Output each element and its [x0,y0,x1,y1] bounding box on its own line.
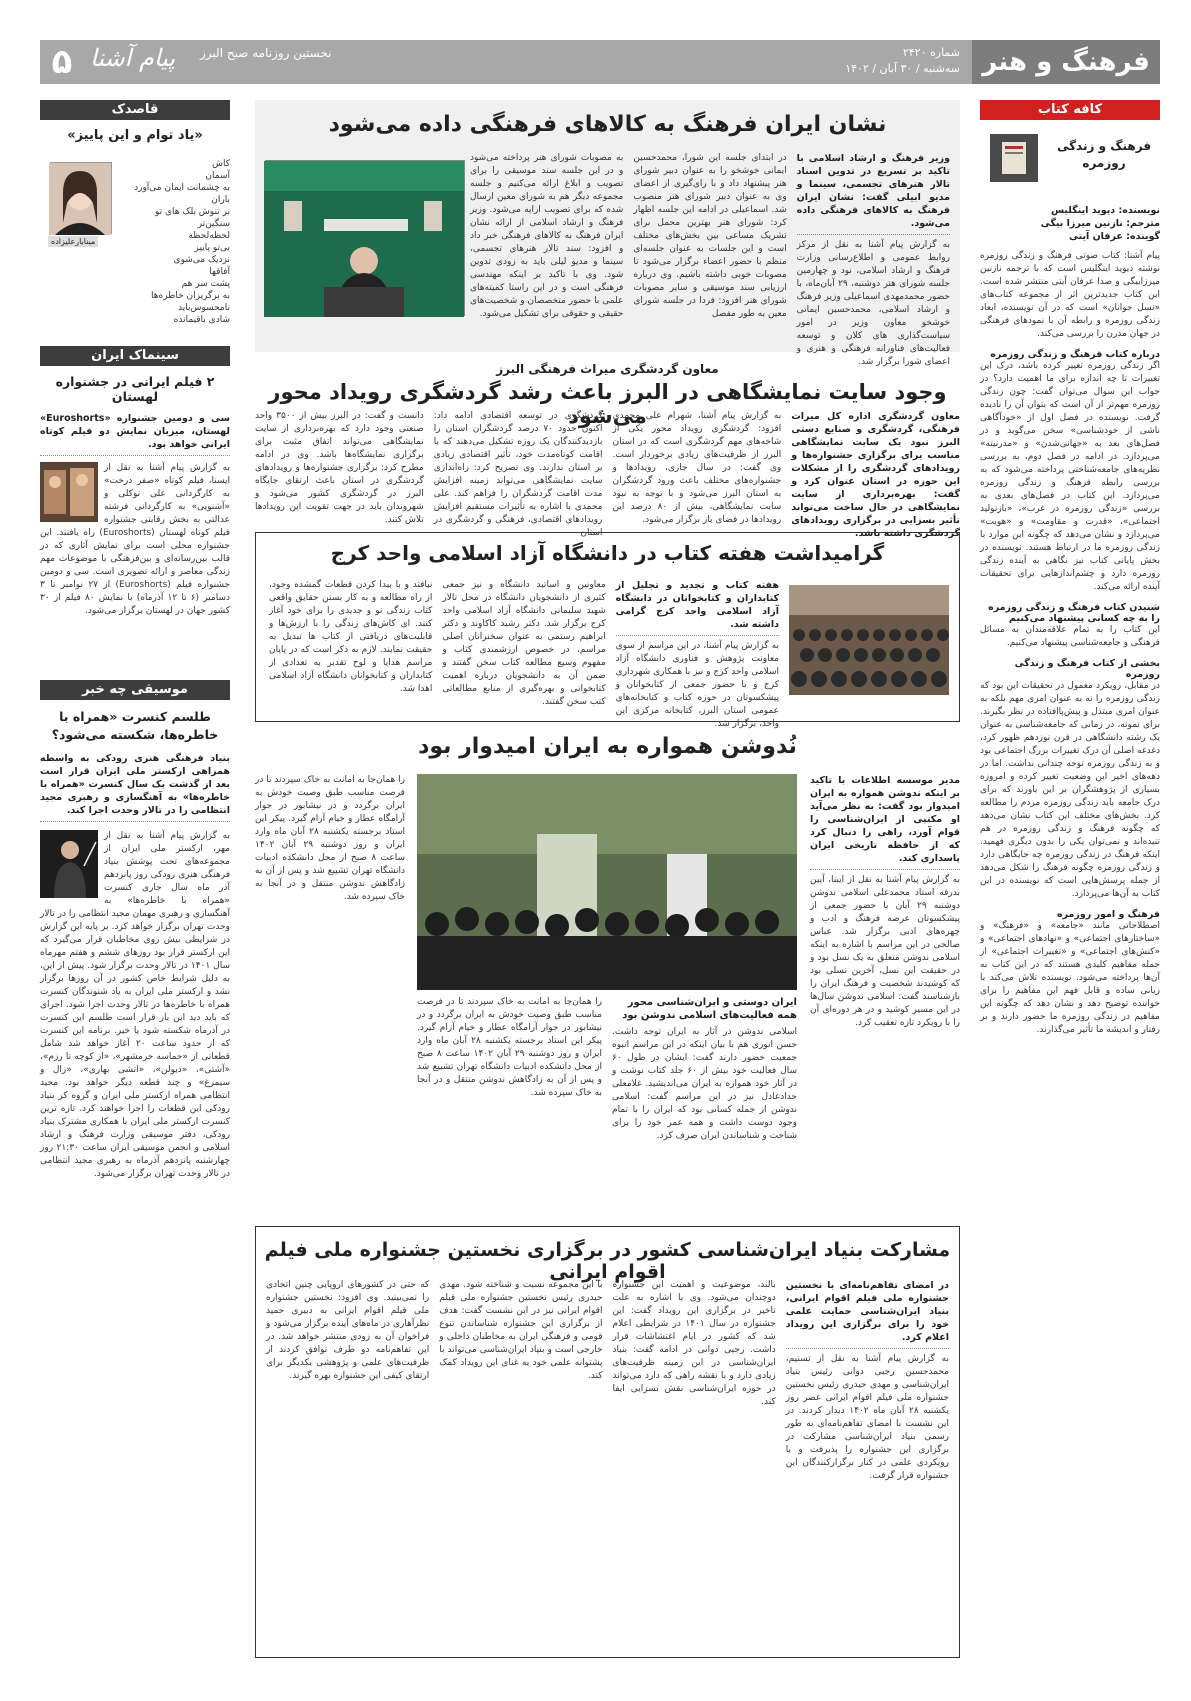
article-2-kicker: معاون گردشگری میراث فرهنگی البرز [496,362,719,376]
book-title: فرهنگ و زندگی روزمره [1056,139,1152,170]
article-1-lead: وزیر فرهنگ و ارشاد اسلامی با تاکید بر تسریع در تدوین اسناد تالار هنرهای تجسمی، سینما و مدیو ابیلی گفت: نشان ایران فرهنگ به کالاهای فرهنگی داده می‌شود. [797,152,950,235]
music-photo [40,830,98,898]
article-3-text-1: به گزارش پیام آشنا، در این مراسم از سوی معاونت پژوهش و فناوری دانشگاه آزاد اسلامی واحد کرج و نیز با همکاری شهرداری کرج و با حضور جمعی از کتابخوانان و پیشکسوتان در حوزه کتاب و کتابخانه‌های عمومی استان البرز، کتابخانه مرکزی این واحد، برگزار شد. [615,641,779,729]
audience-hall-icon [789,585,949,695]
book-body-5: اصطلاحاتی مانند «جامعه» و «فرهنگ» و «ساختارهای اجتماعی» و «نهادهای اجتماعی» و «کنش‌های اجتماعی» و «تغییرات اجتماعی» از جمله مفاهیم کلیدی هستند که در این کتاب به آن‌ها پرداخته می‌شود. نویسنده تلاش می‌کند با زبانی ساده و قابل فهم این مفاهیم را برای خواننده توضیح دهد و نشان دهد که چگونه این مفاهیم در زندگی روزمره ما حضور دارند و بر رفتار و اندیشه ما تأثیر می‌گذارند. [980,921,1160,1035]
article-4-lead: مدیر موسسه اطلاعات با تاکید بر اینکه ندوشن همواره به ایران امیدوار بود گفت: به نظر می‌آید او مکتبی از ایران‌شناسی را قوام آورد، راهی را دنبال کرد که از حافظه تاریخی ایران پاسداری کند. [810,774,960,870]
book-body-4: در مقابل، رویکرد معمول در تحقیقات این بود که زندگی روزمره را نه به عنوان امری مهم بلکه به عنوان امری مبتذل و پیش‌پاافتاده در نظر بگیرند. برای نمونه، در زمانی که جامعه‌شناسی به عنوان یک رشته دانشگاهی در قرن نوزدهم ظهور کرد، دغدغه اصلی آن درک تغییرات بزرگ اجتماعی بود و به زندگی روزمره توجه چندانی نداشت. اما در دهه‌های اخیر این وضعیت تغییر کرده و امروزه بسیاری از پژوهشگران بر این باورند که برای درک جامعه باید زندگی روزمره مردم را مطالعه کرد. بخش‌های مختلف این کتاب نشان می‌دهد که چگونه فرهنگ و زندگی روزمره در هم تنیده‌اند و نمی‌توان یکی را بدون دیگری فهمید. اینکه فرهنگ در زندگی روزمره چه جایگاهی دارد و زندگی روزمره چگونه فرهنگ را شکل می‌دهد از جمله پرسش‌هایی است که نویسنده در این کتاب به آن‌ها می‌پردازد. [980,681,1160,899]
article-2-lead: معاون گردشگری اداره کل میراث فرهنگی، گردشگری و صنایع دستی البرز نبود یک سایت نمایشگاهی مناسب برای برگزاری جشنواره‌ها و رویدادهای گردشگری را از مشکلات این حوزه در استان عنوان کرد و گفت: بهره‌برداری از سایت نمایشگاهی در حال ساخت می‌تواند تأثیر بسزایی در برگزاری رویدادهای گردشگری داشته باشد. [791,411,960,539]
left-column [40,100,230,1660]
book-cafe-label: کافه کتاب [980,100,1160,120]
book-narrator: گوینده: عرفان آیتی [1068,231,1160,242]
article-1-columns [470,152,950,367]
poem-line: کاش [211,159,230,169]
book-cover [990,134,1038,182]
article-2-columns [255,410,960,539]
page-number: ۵ [51,42,73,82]
book-author: نویسنده: دیوید اینگلیس [1050,205,1160,216]
article-5-text-4: که حتی در کشورهای اروپایی چنین اتحادی را نمی‌بینید. وی افزود: نخستین جشنواره ملی فیلم اقوام ایرانی به دبیری حمید نظرآهاری در ماه‌های آینده برگزار می‌شود و فراخوان آن به زودی منتشر خواهد شد. در این تفاهم‌نامه دو طرف توافق کردند از ظرفیت‌های علمی و پژوهشی یکدیگر برای ارتقای کیفی این جشنواره بهره گیرند. [266,1280,430,1381]
article-4-text-4: را همان‌جا به امانت به خاک سپردند تا در فرصت مناسب طبق وصیت خودش به ایران برگردد و در نیشابور در جوار آرامگاه عطار و خیام آرام گیرد. پیکر این استاد برجسته یکشنبه ۲۸ آبان ماه وارد ایران و روز دوشنبه ۲۹ آبان ۱۴۰۲ ساعت ۸ صبح از محل دانشکده ادبیات دانشگاه تهران تشییع شد و پس از آن به زادگاهش ندوشن منتقل و در آنجا به خاک سپرده شد. [255,775,405,902]
film-still-icon [40,462,98,522]
music-lead: بنیاد فرهنگی هنری رودکی به واسطه همراهی ارکستر ملی ایران قرار است بعد از گذشت یک سال کنسرت «همراه با خاطره‌ها» به آهنگسازی و رهبری مجید انتظامی را در تالار وحدت اجرا کند. [40,752,230,822]
article-4-col-2 [612,996,797,1214]
article-3-photo [789,585,949,695]
book-subhead-3: بخشی از کتاب فرهنگ و زندگی روزمره [1014,658,1160,680]
poem-line: به برگریزان خاطره‌ها [151,291,230,301]
poem-line: آفاقها [209,267,230,277]
poem-lines [120,158,230,326]
book-intro: پیام آشنا: کتاب صوتی فرهنگ و زندگی روزمره نوشته دیوید اینگلیس است که با ترجمه نازنین میرزابیگی و صدا عرفان آیتی منتشر شده است. این کتاب جدیدترین اثر از مجموعه کتاب‌های «نسل جوانان» است که در آن نویسنده، ابعاد زندگی روزمره و رابطه آن با نمودهای فرهنگی در جهان مدرن را بررسی می‌کند. [980,251,1160,339]
poem-line: بر تنوش بلک های تو [155,207,230,217]
article-5 [255,1226,960,1658]
article-3-col-1 [615,579,779,729]
article-4-title: نُدوشن همواره به ایران امیدوار بود [418,734,797,759]
book-header [980,130,1160,200]
poem-line: شادی باقیمانده [173,315,230,325]
article-5-text-2: بالند، موضوعیت و اهمیت این جشنواره دوچندان می‌شود. وی با اشاره به علت تاخیر در برگزاری این رویداد گفت: این جشنواره در سال ۱۴۰۱ در شرایطی اعلام شد که کشور در ایام اغتشاشات قرار داشت. رجبی دوانی در ادامه گفت: بنیاد ایران‌شناسی در این زمینه ظرفیت‌های زیادی دارد و با نقشه راهی که دارد می‌تواند در حوزه ایران‌شناسی نقش بسزایی ایفا کند. [612,1280,776,1407]
article-1-photo [265,160,465,316]
poem-line: باران [211,195,230,205]
music-box [40,680,230,1660]
article-4-text-1: به گزارش پیام آشنا به نقل از ایبنا، آیین بدرقه استاد محمدعلی اسلامی ندوشن دوشنبه ۲۹ آبان با حضور جمعی از پیشکسوتان عرصه فرهنگ و ادب و چهره‌های ادبی برگزار شد. عباس صالحی در این مراسم با اشاره به اینکه اسلامی ندوشن متعلق به یک نسل بود و در حقیقت این نسل، آخرین نسلی بود که کوشیدند شخصیت و فرهنگ ایران را بازشناسند گفت: اسلامی ندوشن سال‌ها در این مسیر کوشید و در هر دوره‌ای آن را با رویکرد تازه تعقیب کرد. [810,875,960,1028]
issue-info [845,45,960,77]
book-subhead-2: شنیدن کتاب فرهنگ و زندگی روزمره را به چه کسانی پیشنهاد می‌کنیم [988,602,1160,624]
press-conference-icon [264,161,464,317]
article-1-title: نشان ایران فرهنگ به کالاهای فرهنگی داده می‌شود [328,112,887,137]
book-subhead-1: درباره کتاب فرهنگ و زندگی روزمره [990,349,1160,360]
article-1-text-2: در ابتدای جلسه این شورا، محمدحسین ایمانی خوشخو را به عنوان دبیر شورای هنر پیشنهاد داد و با رای‌گیری از اعضای وی به عنوان دبیر شورای هنر منصوب شد. اسماعیلی در ادامه این جلسه اظهار کرد: شورای هنر بهترین محمل برای تشریک مساعی بین بخش‌های مختلف است و این جلسات به عنوان جلسه‌ای منظم با حضور اعضاء برگزار می‌شود تا مصوبات خوبی داشته باشیم. وی درباره ارزیابی سند موسیقی و سایر مصوبات شورای هنر افزود: فردا در جلسه شورای معین به طور مفصل [633,153,787,319]
cinema-label: سینماک ایران [40,346,230,366]
poem-line: به چشمانت ایمان می‌آورد [134,183,230,193]
book-cover-icon [990,134,1038,182]
article-2-text-3: دانست و گفت: در البرز بیش از ۳۵۰۰ واحد صنعتی وجود دارد که بهره‌برداری از سایت نمایشگاهی می‌تواند اتفاق مثبت برای برگزاری نمایشگاه‌ها باشد. وی در ادامه مطرح کرد: برگزاری جشنواره‌ها و رویدادهای گردشگری در استان باعث ارتقای جایگاه البرز در گردشگری کشور می‌شود و شهروندان باید در جهت تقویت این رویدادها تلاش کنند. [255,411,424,525]
article-3-text-2: معاونین و اساتید دانشگاه و نیز جمعی کثیری از دانشجویان دانشگاه در محل تالار شهید سلیمانی دانشگاه آزاد اسلامی واحد کرج برگزار شد. دکتر رشید کاکاوند و دکتر ابراهیم رستمی به عنوان سخنرانان اصلی مراسم، در خصوص ارزشمندی کتاب و مفهوم وسیع مطالعه کتاب سخن گفتند و ضمن آن به دانشجویان درباره اهمیت کتابخوانی و بهره‌گیری از منابع مطالعاتی کتب سخن گفتند. [442,580,606,707]
poem-line: بی‌تو پاییز [194,243,230,253]
cinema-body: به گزارش پیام آشنا به نقل از ایسنا، فیلم کوتاه «صفر درخت» به کارگردانی علی توکلی و «آشنویی» به کارگردانی فرشته عدالتی به بخش رقابتی جشنواره فیلم کوتاه لهستان (Euroshorts) راه یافتند. این جشنواره محلی است برای نمایش آثاری که در قالب بین‌رسانه‌ای و بین‌فرهنگی با موضوعات مهم زندگی معاصر و ارائه تصویری است. سی و دومین جشنواره فیلم (Euroshorts) از ۲۷ نوامبر تا ۳ دسامبر (۶ تا ۱۲ آذرماه) با نمایش ۸۰ فیلم از ۳۰ کشور جهان در لهستان برگزار می‌شود. [40,463,231,616]
cinema-title: ۲ فیلم ایرانی در جشنواره لهستان [55,374,215,404]
article-5-text-1: به گزارش پیام آشنا به نقل از تسنیم، محمدحسین رجبی دوانی رئیس بنیاد ایران‌شناسی و مهدی حیدری رئیس نخستین جشنواره ملی فیلم اقوام ایرانی عصر روز یکشنبه ۲۸ آبان ماه ۱۴۰۲ دیدار کردند. در این نشست با امضای تفاهم‌نامه‌ای به طور رسمی بنیاد ایران‌شناسی مشارکت در برگزاری این جشنواره را پذیرفت و با رویکردی علمی در کنار برگزارکنندگان این جشنواره قرار گرفت. [785,1354,950,1481]
article-5-lead: در امضای تفاهم‌نامه‌ای با نخستین جشنواره ملی فیلم اقوام ایرانی، بنیاد ایران‌شناسی حمایت علمی خود را برای برگزاری این رویداد اعلام کرد. [786,1279,949,1349]
issue-date: سه‌شنبه / ۳۰ آبان / ۱۴۰۲ [845,62,960,75]
article-2 [255,362,960,539]
article-2-text-1: به گزارش پیام آشنا، شهرام علی محمدی افزود: گردشگری رویداد محور یکی از شاخه‌های مهم گردشگری است که در استان البرز از ظرفیت‌های زیادی برخوردار است. وی گفت: در سال جاری، رویدادها و جشنواره‌های مختلف باعث ورود گردشگران به استان البرز می‌شود و با توجه به نبود سایت نمایشگاهی، بیش از ۸۰ درصد این رویدادها در فضای باز برگزار می‌شود. [612,411,782,525]
book-credits [980,204,1160,243]
poem-line: آسمان [205,171,230,181]
funeral-procession-icon [417,774,797,990]
article-5-title: مشارکت بنیاد ایران‌شناسی کشور در برگزاری نخستین جشنواره ملی فیلم اقوام ایرانی [264,1239,951,1283]
article-5-columns [266,1279,949,1651]
book-translator: مترجم: نازنین میرزا بیگی [1040,218,1160,229]
article-1 [255,100,960,367]
article-4-caption-title: ایران دوستی و ایران‌شناسی محور همه فعالیت‌های اسلامی ندوشن بود [622,997,797,1021]
article-5-text-3: با این مجموعه نسبت و شناخته شود. مهدی حیدری رئیس نخستین جشنواره ملی فیلم اقوام ایرانی نیز در این نشست گفت: هدف از برگزاری این جشنواره شناساندن تنوع قومی و فرهنگی ایران به مخاطبان داخلی و خارجی است و بنیاد ایران‌شناسی می‌تواند با پشتوانه علمی خود به غنای این رویداد کمک کند. [439,1280,603,1381]
music-label: موسیقی چه خبر [40,680,230,700]
article-1-text-1: به گزارش پیام آشنا به نقل از مرکز روابط عمومی و اطلاع‌رسانی وزارت فرهنگ و ارشاد اسلامی، نود و چهارمین جلسه شورای هنر دوشنبه، ۲۹ آبان‌ماه، با حضور محمدمهدی اسماعیلی وزیر فرهنگ و ارشاد اسلامی، محمدحسین ایمانی خوشخو معاون وزیر در امور سیاست‌گذاری های کلان و توسعه فعالیت‌های فناورانه فرهنگی و هنری و اعضای شورا برگزار شد. [796,240,950,367]
poem-box [40,100,230,330]
article-1-text-3: به مصوبات شورای هنر پرداخته می‌شود و در این جلسه سند موسیقی را برای تصویب و ابلاغ ارائه می‌کنیم و جلسه مجموعه دیگر هم به شورای معین ارسال شده که برای تصویب ارایه می‌شود. وزیر فرهنگ و ارشاد اسلامی از ارائه نشان ایران فرهنگ به کالاهای فرهنگی خبر داد و افزود: سند تالار هنرهای تجسمی، سینما و مدیو لیلی باید به زودی تدوین شود. وی با تاکید بر اینکه مهندسی فرهنگی است و در این راستا کمیته‌های علمی با حضور متخصصان و شخصیت‌های حقیقی و حقوقی برای تشکیل می‌شود. [470,153,624,319]
cinema-photo [40,462,98,522]
book-review [980,250,1160,1660]
article-3-text-3: نیافتد و با بیدا کردن قطعات گمشده وجود، از راه مطالعه و به کار بستن حقایق واقعی کتاب زندگی نو و جدیدی را برای خود آغاز کنند. ای کاش‌های زندگی را با ارزش‌ها و قابلیت‌های دریافتی از کتاب ها تبدیل به حقیقت نمایند. لازم به ذکر است که در پایان مراسم هدایا و لوح تقدیر به تعدادی از کتابداران و کتابخوانان دانشگاه آزاد اسلامی اهدا شد. [269,580,433,694]
poem-line: پشت سر هم [181,279,230,289]
music-body: به گزارش پیام آشنا به نقل از مهر، ارکستر ملی ایران از مجموعه‌های تحت پوشش بنیاد فرهنگی هنری رودکی روز پانزدهم آذر ماه سال جاری کنسرت «همراه با خاطره‌ها» به آهنگسازی و رهبری مهمان مجید انتظامی را در تالار وحدت تهران برگزار خواهد کرد. بر پایه این گزارش در شرایطی بیش روی مخاطبان قرار می‌گیرد که این ارکستر قرار بود روزهای ششم و هفتم مهرماه سال ۱۴۰۱ در تالار وحدت برگزار شود. پیش از این، به دلیل شرایط خاص کشور در آن روزها برگزار نشد و ارکستر ملی ایران به یاد شنوندگان کنسرت همراه با خاطره‌ها در تالار وحدت اجرا شود. اجرای که باید دید این بار قرار است طلسم این کنسرت در آذرماه شکسته شود یا خیر. برنامه این کنسرت که از حدود ساعت ۲۰ آغاز خواهد شد شامل قطعاتی از «حماسه خرمشهر»، «از کوچه تا رزم»، «آشتی»، «دیولن»، «اتشی بهاری»، «زال و سیمرغ» و چند قطعه دیگر خواهد بود. مجید انتظامی همراه ارکستر ملی ایران و گروه کر بنیاد رودکی این قطعات را اجرا خواهند کرد. تازه ترین کنسرت ارکستر ملی ایران با همکاری مشترک بنیاد رودکی، دفتر موسیقی وزارت فرهنگ و ارشاد اسلامی و انجمن موسیقی ایران ساعت ۲۱:۳۰ روز چهارشنبه پانزدهم آذرماه به رهبری مجید انتظامی در تالار وحدت تهران برگزار می‌شود. [40,831,231,1179]
main-column [255,100,960,1660]
cinema-lead: سی و دومین جشنواره «Euroshorts» لهستان، میزبان نمایش دو فیلم کوتاه ایرانی خواهد بود. [40,412,230,456]
article-2-title: وجود سایت نمایشگاهی در البرز باعث رشد گردشگری رویداد محور می‌شود [268,380,947,428]
article-4-col-1 [810,774,960,1214]
article-2-text-2: گردشگری در توسعه اقتصادی ادامه داد: اکنون حدود ۷۰ درصد گردشگران استان را بازدیدکنندگان یک روزه تشکیل می‌دهند که با اقامت کوتاه‌مدت خود، تأثیر اقتصادی زیادی بر استان ندارند. وی تصریح کرد: راه‌اندازی سایت نمایشگاهی می‌تواند زمینه افزایش مدت اقامت گردشگران را فراهم کند. علی محمدی با اشاره به تأثیرات مستقیم افزایش رویدادهای اقتصادی، فرهنگی و گردشگری در استان [433,411,603,538]
poem-line: سنگین‌تر [197,219,230,229]
cinema-box [40,346,230,668]
music-title: طلسم کنسرت «همراه با خاطره‌ها، شکسته می‌شود؟ [51,709,219,742]
issue-number: شماره ۲۴۲۰ [902,46,960,59]
poem-line: لحظه‌لحظه [188,231,230,241]
poem-author: مینابارعلیزاده [48,236,98,247]
book-body-2: اگر زندگی روزمره تغییر کرده باشد، درک این تغییرات تا چه اندازه برای ما اهمیت دارد؟ در جواب این سوال می‌توان گفت: چون زندگی روزمره مهم‌تر از آن است که بتوان آن را نادیده گرفت. نویسنده در فصل اول از «خودآگاهی ناشی از خودشناسی» سخن می‌گوید و در فصل‌های بعد به «جهانی‌شدن» و «مدرنیته» می‌پردازد. در ادامه در فصل دوم، به بررسی نظریه‌های جامعه‌شناختی پرداخته می‌شود که به بررسی رابطه فرهنگ و زندگی روزمره می‌پردازد. این کتاب در فصل‌های بعدی به بررسی «زندگی روزمره در غرب»، «بازتولید اجتماعی»، «قدرت و مقاومت» و «هویت» می‌پردازد و نشان می‌دهد که چگونه این موارد با زندگی روزمره ما در ارتباط هستند. نویسنده در بخش پایانی کتاب نیز نگاهی به آینده زندگی روزمره دارد و چشم‌اندازهایی برای تحقیقات آینده ارائه می‌کند. [980,361,1160,592]
author-silhouette-icon [49,163,111,235]
article-4-text-2: اسلامی ندوشن در آثار به ایران توجه داشت. حسن انوری هم با بیان اینکه در این مراسم انبوه جمعیت حضور دارند گفت: ایشان در طول ۶۰ سال فعالیت خود بیش از ۶۰ جلد کتاب نوشت و در آثار خود همواره به ایران می‌اندیشید. غلامعلی حدادعادل نیز در این مراسم گفت: اسلامی ندوشن از جمله کسانی بود که ایران را با تمام وجود دوست داشت و همه عمر خود را برای شناخت و شناساندن ایران صرف کرد. [612,1027,797,1141]
masthead [40,40,1160,84]
article-5-col-1 [786,1279,949,1651]
book-body-3: این کتاب را به تمام علاقه‌مندان به مسائل فرهنگی و جامعه‌شناسی پیشنهاد می‌کنیم. [980,625,1160,648]
article-3 [255,532,960,729]
paper-logo: پیام آشنا [90,44,176,72]
right-column [980,100,1160,1660]
article-3-lead: هفته کتاب و تجدید و تجلیل از کتابداران و کتابخوانان در دانشگاه آزاد اسلامی واحد کرج گرامی داشته شد. [616,579,779,636]
book-subhead-4: فرهنگ و امور روزمره [1057,909,1160,920]
poem-title: «یاد توام و این پاییز» [67,128,203,143]
article-4-middle [417,996,797,1214]
poem-line: نامحسوس‌باید [177,303,230,313]
poem-line: نزدیک می‌شوی [173,255,230,265]
article-3-title: گرامیداشت هفته کتاب در دانشگاه آزاد اسلامی واحد کرج [330,541,885,565]
paper-description: نخستین روزنامه صبح البرز [200,46,332,60]
section-title: فرهنگ و هنر [972,40,1160,84]
article-3-columns [269,579,779,729]
article-4-text-3: را همان‌جا به امانت به خاک سپردند تا در فرصت مناسب طبق وصیت خودش به ایران برگردد و در نیشابور در جوار آرامگاه عطار و خیام آرام گیرد. پیکر این استاد برجسته یکشنبه ۲۸ آبان ماه وارد ایران و روز دوشنبه ۲۹ آبان ۱۴۰۲ ساعت ۸ صبح از محل دانشکده ادبیات دانشگاه تهران تشییع شد و پس از آن به زادگاهش ندوشن منتقل و در آنجا به خاک سپرده شد. [417,997,602,1098]
conductor-icon [40,830,98,898]
author-photo [50,162,112,234]
article-4-photo [417,774,797,990]
poem-label: قاصدک [40,100,230,120]
article-4 [255,730,960,1220]
article-1-col-1 [796,152,950,367]
